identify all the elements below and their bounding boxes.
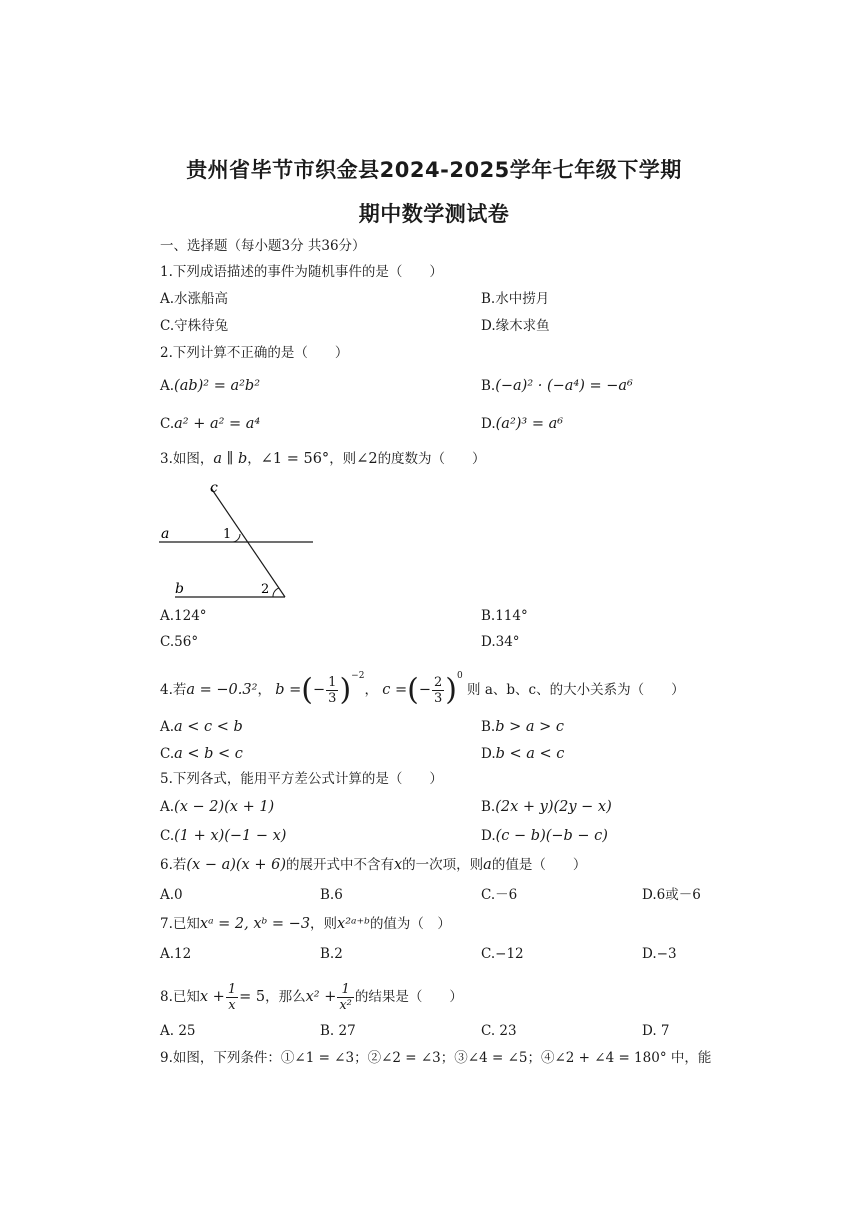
q4-comma2: ， — [364, 682, 378, 698]
q4-prefix: 4.若 — [160, 682, 187, 698]
q8-option-d: D. 7 — [642, 1023, 670, 1039]
q4-option-b-label: B. — [481, 719, 496, 735]
angle2-arc — [273, 588, 279, 597]
q8-f1-den: x — [228, 998, 236, 1013]
label-angle-1: 1 — [223, 527, 232, 542]
q4-c-exp: 0 — [457, 671, 463, 681]
q4-c-paren-close: ) — [445, 672, 457, 708]
q4-option-b — [481, 717, 564, 737]
q3-stem-suffix: 的度数为（ ） — [377, 451, 486, 467]
q1-stem: 1.下列成语描述的事件为随机事件的是（ ） — [160, 264, 443, 280]
angle1-arc — [233, 534, 240, 542]
label-c: c — [210, 480, 218, 496]
q1-option-a: A.水涨船高 — [160, 291, 229, 307]
page-title-line2: 期中数学测试卷 — [358, 202, 510, 226]
q9-stem: 9.如图，下列条件：①∠1 = ∠3；②∠2 = ∠3；③∠4 = ∠5；④∠2 + ∠4 = 180° 中，能 — [160, 1050, 712, 1066]
q4-b-minus: − — [313, 682, 326, 698]
q4-b-num: 1 — [328, 675, 337, 690]
q6-mid2: 的一次项，则 — [402, 857, 484, 873]
q4-b-lhs: b = — [275, 682, 302, 698]
q7-target: x²ᵃ⁺ᵇ — [337, 916, 370, 932]
q3-stem-sep: ， — [247, 451, 261, 467]
q7-mid: ，则 — [310, 916, 338, 932]
q4-c-fraction — [432, 675, 444, 706]
q6-option-a: A.0 — [160, 887, 183, 903]
q4-suffix: 则 a、b、c、的大小关系为（ ） — [467, 682, 685, 698]
q4-option-a-expr: a < c < b — [174, 719, 243, 735]
q3-option-c: C.56° — [160, 634, 199, 650]
q2-option-c — [160, 414, 260, 434]
q8-option-b: B. 27 — [320, 1023, 356, 1039]
q4-c-paren-open: ( — [407, 672, 419, 708]
q4-c-lhs: c = — [382, 682, 408, 698]
q3-stem — [160, 449, 486, 469]
q4-b-paren-open: ( — [301, 672, 313, 708]
q8-x1: x + — [199, 989, 225, 1005]
q7-option-c: C.−12 — [481, 946, 524, 962]
q8-option-a: A. 25 — [160, 1023, 196, 1039]
q6-prefix: 6.若 — [160, 857, 187, 873]
q2-option-c-label: C. — [160, 416, 175, 432]
q4-b-fraction — [326, 675, 338, 706]
q8-prefix: 8.已知 — [160, 989, 200, 1005]
q4-a-expr: a = −0.3² — [186, 682, 258, 698]
q6-option-c: C.－6 — [481, 887, 518, 903]
q6-stem — [160, 855, 586, 875]
q2-option-a-expr: (ab)² = a²b² — [174, 378, 261, 394]
q6-expr: (x − a)(x + 6) — [186, 857, 286, 873]
q1-option-d: D.缘木求鱼 — [481, 318, 550, 334]
q4-option-d-label: D. — [481, 746, 496, 762]
q1-option-c: C.守株待兔 — [160, 318, 229, 334]
q3-cond-parallel: a ∥ b — [213, 451, 248, 467]
q7-option-b: B.2 — [320, 946, 343, 962]
q4-b-paren-close: ) — [339, 672, 352, 708]
q4-option-c — [160, 744, 243, 764]
label-angle-2: 2 — [261, 582, 270, 597]
q8-x2: x² + — [305, 989, 337, 1005]
label-b: b — [175, 581, 184, 597]
page-title-line1: 贵州省毕节市织金县2024-2025学年七年级下学期 — [186, 158, 682, 182]
q4-b-den: 3 — [328, 691, 337, 706]
q3-figure — [155, 478, 325, 602]
q4-option-b-expr: b > a > c — [495, 719, 565, 735]
q3-stem-prefix: 3.如图， — [160, 451, 214, 467]
q4-c-den: 3 — [434, 691, 443, 706]
q4-option-c-expr: a < b < c — [174, 746, 243, 762]
q4-stem — [160, 671, 685, 708]
q4-comma1: ， — [257, 682, 271, 698]
q8-stem — [160, 982, 463, 1013]
q3-stem-mid: ，则 — [329, 451, 357, 467]
q4-option-c-label: C. — [160, 746, 175, 762]
q3-option-d: D.34° — [481, 634, 520, 650]
q2-option-a — [160, 376, 260, 396]
section-heading: 一、选择题（每小题3分 共36分） — [160, 238, 366, 254]
q2-option-b-expr: (−a)² · (−a⁴) = −a⁶ — [495, 378, 633, 394]
q5-option-c-expr: (1 + x)(−1 − x) — [174, 828, 287, 844]
q7-suffix: 的值为（ ） — [369, 916, 451, 932]
q4-option-d — [481, 744, 564, 764]
q2-option-d — [481, 414, 563, 434]
q2-option-d-expr: (a²)³ = a⁶ — [495, 416, 564, 432]
q2-option-a-label: A. — [160, 378, 175, 394]
q3-option-b: B.114° — [481, 608, 528, 624]
q8-suffix: 的结果是（ ） — [354, 989, 463, 1005]
q5-option-d — [481, 826, 608, 846]
q8-option-c: C. 23 — [481, 1023, 517, 1039]
q5-option-b — [481, 797, 612, 817]
q5-option-c-label: C. — [160, 828, 175, 844]
q8-fraction2 — [337, 982, 354, 1013]
q5-option-b-label: B. — [481, 799, 496, 815]
q2-option-b — [481, 376, 633, 396]
q5-option-d-label: D. — [481, 828, 496, 844]
q8-fraction1 — [226, 982, 238, 1013]
q4-option-d-expr: b < a < c — [495, 746, 565, 762]
q4-c-minus: − — [418, 682, 431, 698]
q6-suffix: 的值是（ ） — [491, 857, 587, 873]
q3-option-a: A.124° — [160, 608, 207, 624]
q7-cond: xᵃ = 2, xᵇ = −3 — [199, 916, 311, 932]
q4-c-num: 2 — [434, 675, 443, 690]
q7-option-d: D.−3 — [642, 946, 677, 962]
q4-option-a — [160, 717, 243, 737]
q8-f1-num: 1 — [227, 982, 237, 997]
q2-option-b-label: B. — [481, 378, 496, 394]
q5-option-a-expr: (x − 2)(x + 1) — [174, 799, 275, 815]
q5-option-d-expr: (c − b)(−b − c) — [495, 828, 608, 844]
q3-stem-angle2: ∠2 — [356, 451, 378, 467]
q5-option-a — [160, 797, 274, 817]
q6-option-b: B.6 — [320, 887, 343, 903]
q6-var2: a — [483, 857, 492, 873]
q6-mid: 的展开式中不含有 — [285, 857, 394, 873]
q8-f2-den: x² — [339, 998, 352, 1013]
q4-b-exp: −2 — [351, 671, 365, 681]
q6-var: x — [393, 857, 403, 873]
q4-option-a-label: A. — [160, 719, 175, 735]
q2-option-d-label: D. — [481, 416, 496, 432]
q5-stem: 5.下列各式，能用平方差公式计算的是（ ） — [160, 771, 443, 787]
q1-option-b: B.水中捞月 — [481, 291, 550, 307]
q7-prefix: 7.已知 — [160, 916, 200, 932]
q7-option-a: A.12 — [160, 946, 192, 962]
q8-eq: = 5 — [239, 989, 266, 1005]
q5-option-c — [160, 826, 286, 846]
q5-option-b-expr: (2x + y)(2y − x) — [495, 799, 612, 815]
q7-stem — [160, 914, 451, 934]
q3-cond-angle1: ∠1 = 56° — [260, 451, 330, 467]
q5-option-a-label: A. — [160, 799, 175, 815]
q6-option-d: D.6或－6 — [642, 887, 701, 903]
q2-option-c-expr: a² + a² = a⁴ — [174, 416, 261, 432]
label-a: a — [161, 526, 170, 542]
q8-f2-num: 1 — [337, 982, 354, 998]
q8-mid: ，那么 — [265, 989, 306, 1005]
q2-stem: 2.下列计算不正确的是（ ） — [160, 345, 349, 361]
